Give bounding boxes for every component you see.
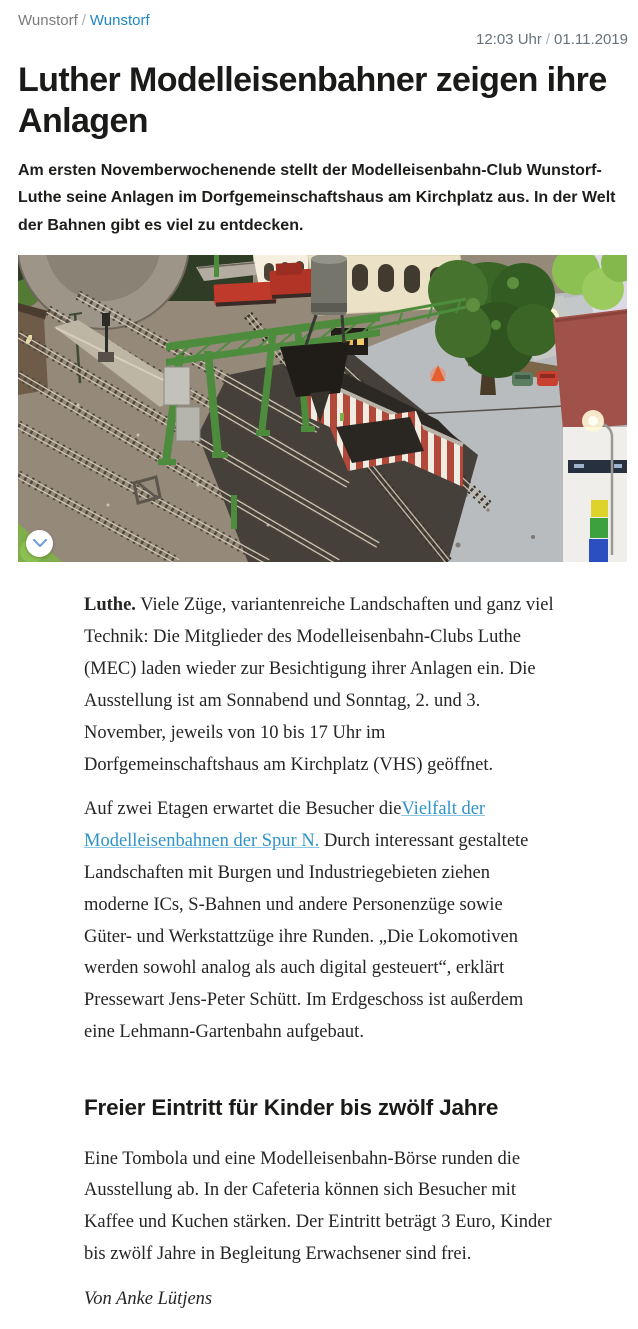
subheading: Freier Eintritt für Kinder bis zwölf Jahre [84, 1094, 499, 1120]
paragraph-2-after-link: Durch interessant gestaltete Landschaften mit Burgen und Industriegebieten ziehen moderne ICs, S-Bahnen und andere Personenzüge sowie Güter- und Werkstattzüge ihre Runden. „Die Lokomotiven werden sowohl analog als auch digital gesteuert“, erklärt Pressewart Jens-Peter Schütt. Im Erdgeschoss ist außerdem eine Lehmann-Gartenbahn aufgebaut. [84, 831, 529, 1043]
breadcrumb-root-link[interactable]: Wunstorf [18, 12, 78, 29]
paragraph-2-before-link: Auf zwei Etagen erwartet die Besucher die [84, 799, 402, 820]
paragraph-1-text: Viele Züge, variantenreiche Landschaften und ganz viel Technik: Die Mitglieder des Modelleisenbahn-Clubs Luthe (MEC) laden wieder zur Besichtigung ihrer Anlagen ein. Die Ausstellung ist am Sonnabend und Sonntag, 2. und 3. November, jeweils von 10 bis 17 Uhr im Dorfgemeinschaftshaus am Kirchplatz (VHS) geöffnet. [84, 595, 554, 775]
article-header [0, 0, 638, 48]
paragraph-3: Eine Tombola und eine Modelleisenbahn-Börse runden die Ausstellung ab. In der Cafeteria können sich Besucher mit Kaffee und Kuchen stärken. Der Eintritt beträgt 3 Euro, Kinder bis zwölf Jahre in Begleitung Erwachsener sind frei. [84, 1148, 552, 1264]
page-title: Luther Modelleisenbahner zeigen ihre Anlagen [18, 61, 607, 141]
article-lead: Am ersten Novemberwochenende stellt der Modelleisenbahn-Club Wunstorf-Luthe seine Anlagen im Dorfgemeinschaftshaus am Kirchplatz aus. In der Welt der Bahnen gibt es viel zu entdecken. [18, 161, 616, 234]
paragraph-1 [84, 590, 554, 781]
paragraph-2 [84, 794, 554, 1049]
article-image [18, 255, 627, 562]
chevron-down-icon [33, 539, 47, 548]
model-railway-photo [18, 255, 627, 562]
article-time: 12:03 Uhr [475, 31, 542, 48]
location-prefix: Luthe. [84, 595, 136, 616]
breadcrumb-separator: / [81, 12, 86, 29]
article-date: 01.11.2019 [554, 31, 628, 48]
article-body [84, 590, 554, 1315]
breadcrumb [18, 12, 628, 29]
author-byline: Von Anke Lütjens [84, 1288, 213, 1309]
article-meta [18, 31, 628, 48]
spur-n-link[interactable]: Vielfalt der Modelleisenbahnen der Spur N. [84, 799, 486, 852]
meta-separator: / [545, 31, 551, 48]
breadcrumb-current-link[interactable]: Wunstorf [89, 12, 150, 29]
